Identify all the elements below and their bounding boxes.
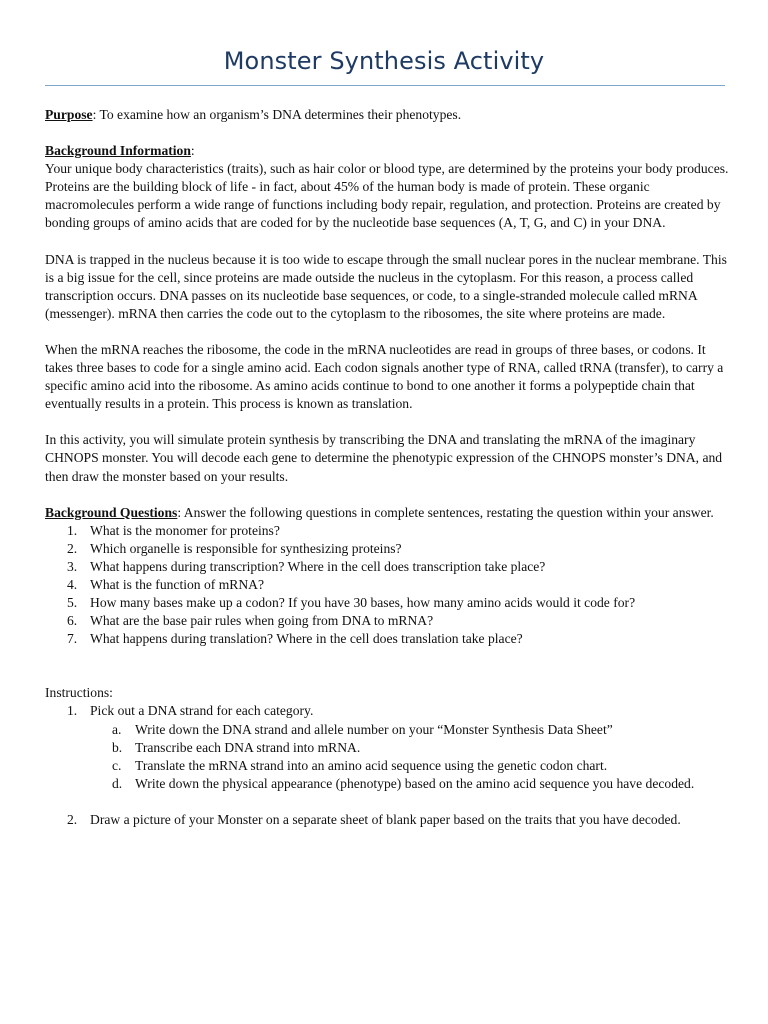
spacer: [45, 124, 729, 142]
question-text: What is the function of mRNA?: [90, 576, 265, 592]
background-colon: :: [190, 143, 195, 159]
document-body: [45, 106, 729, 829]
spacer: [45, 793, 729, 811]
question-item: [45, 576, 729, 594]
title-divider: [45, 85, 725, 86]
question-number: 1.: [67, 522, 78, 538]
question-number: 5.: [67, 595, 78, 611]
page-title: Monster Synthesis Activity: [223, 47, 545, 75]
spacer: [45, 233, 729, 251]
substep-letter: a.: [112, 721, 122, 737]
question-item: [45, 594, 729, 612]
instruction-text: Pick out a DNA strand for each category.: [90, 703, 314, 719]
purpose-paragraph: [45, 106, 729, 124]
question-number: 2.: [67, 540, 78, 556]
background-paragraph-2: DNA is trapped in the nucleus because it is too wide to escape through the small nuclear pores in the nuclear membrane. This is a big issue for the cell, since proteins are made outside the nucleus in the cytoplasm. For this reason, a process called transcription occurs. DNA passes on its nucleotide base sequences, or code, to a single-stranded molecule called mRNA (messenger). mRNA then carries the code out to the cytoplasm to the ribosomes, the site where proteins are made.: [45, 251, 727, 321]
question-text: What is the monomer for proteins?: [90, 522, 280, 538]
question-text: How many bases make up a codon? If you have 30 bases, how many amino acids would it code for?: [90, 595, 636, 611]
instruction-step-1: [45, 702, 729, 792]
questions-label: Background Questions: [45, 504, 178, 520]
question-text: Which organelle is responsible for synthesizing proteins?: [90, 540, 402, 556]
substep-item: [90, 757, 729, 775]
instruction-text: Draw a picture of your Monster on a separate sheet of blank paper based on the traits that you have decoded.: [90, 811, 681, 827]
spacer: [45, 486, 729, 504]
purpose-text: : To examine how an organism’s DNA determines their phenotypes.: [92, 107, 462, 122]
background-paragraph-4: In this activity, you will simulate protein synthesis by transcribing the DNA and translating the mRNA of the imaginary CHNOPS monster. You will decode each gene to determine the phenotypic expression of the CHNOPS monster’s DNA, and then draw the monster based on your results.: [45, 432, 723, 484]
substep-text: Transcribe each DNA strand into mRNA.: [135, 739, 361, 755]
background-paragraph-1: Your unique body characteristics (traits), such as hair color or blood type, are determined by the proteins your body produces. Proteins are the building block of life - in fact, about 45% of the human body is made of protein. These organic macromolecules perform a wide range of functions including body repair, regulation, and protection. Proteins are created by bonding groups of amino acids that are coded for by the nucleotide base sequences (A, T, G, and C) in your DNA.: [45, 161, 729, 231]
questions-heading: [45, 504, 729, 522]
substep-letter: c.: [112, 757, 122, 773]
instruction-number: 1.: [67, 703, 78, 719]
questions-list: [45, 522, 729, 649]
substep-item: [90, 739, 729, 757]
question-item: [45, 522, 729, 540]
substep-text: Write down the physical appearance (phenotype) based on the amino acid sequence you have decoded.: [135, 775, 695, 791]
question-item: [45, 540, 729, 558]
spacer: [45, 648, 729, 684]
question-text: What happens during translation? Where in the cell does translation take place?: [90, 631, 523, 647]
substep-text: Write down the DNA strand and allele number on your “Monster Synthesis Data Sheet”: [135, 721, 613, 737]
instruction-number: 2.: [67, 811, 78, 827]
instruction-substeps: [90, 721, 729, 793]
substep-text: Translate the mRNA strand into an amino acid sequence using the genetic codon chart.: [135, 757, 608, 773]
instruction-step-2: [45, 811, 729, 829]
question-item: [45, 558, 729, 576]
background-label: Background Information: [45, 143, 191, 159]
question-text: What happens during transcription? Where in the cell does transcription take place?: [90, 558, 546, 574]
substep-item: [90, 721, 729, 739]
question-item: [45, 630, 729, 648]
background-heading: [45, 142, 729, 160]
background-paragraph-3: When the mRNA reaches the ribosome, the code in the mRNA nucleotides are read in groups of three bases, or codons. It takes three bases to code for a single amino acid. Each codon signals another type of RNA, called tRNA (transfer), to carry a specific amino acid into the ribosome. As amino acids continue to bond to one another it forms a polypeptide chain that eventually results in a protein. This process is known as translation.: [45, 341, 724, 412]
substep-letter: b.: [112, 739, 123, 755]
substep-item: [90, 775, 729, 793]
spacer: [45, 323, 729, 341]
question-text: What are the base pair rules when going from DNA to mRNA?: [90, 613, 434, 629]
instructions-list: [45, 702, 729, 829]
purpose-label: Purpose: [45, 107, 93, 122]
question-number: 6.: [67, 613, 78, 629]
question-number: 3.: [67, 558, 78, 574]
substep-letter: d.: [112, 775, 123, 791]
spacer: [45, 413, 729, 431]
question-item: [45, 612, 729, 630]
questions-intro: : Answer the following questions in complete sentences, restating the question within your answer.: [177, 504, 714, 520]
question-number: 7.: [67, 631, 78, 647]
question-number: 4.: [67, 576, 78, 592]
instructions-heading: Instructions:: [45, 685, 113, 701]
